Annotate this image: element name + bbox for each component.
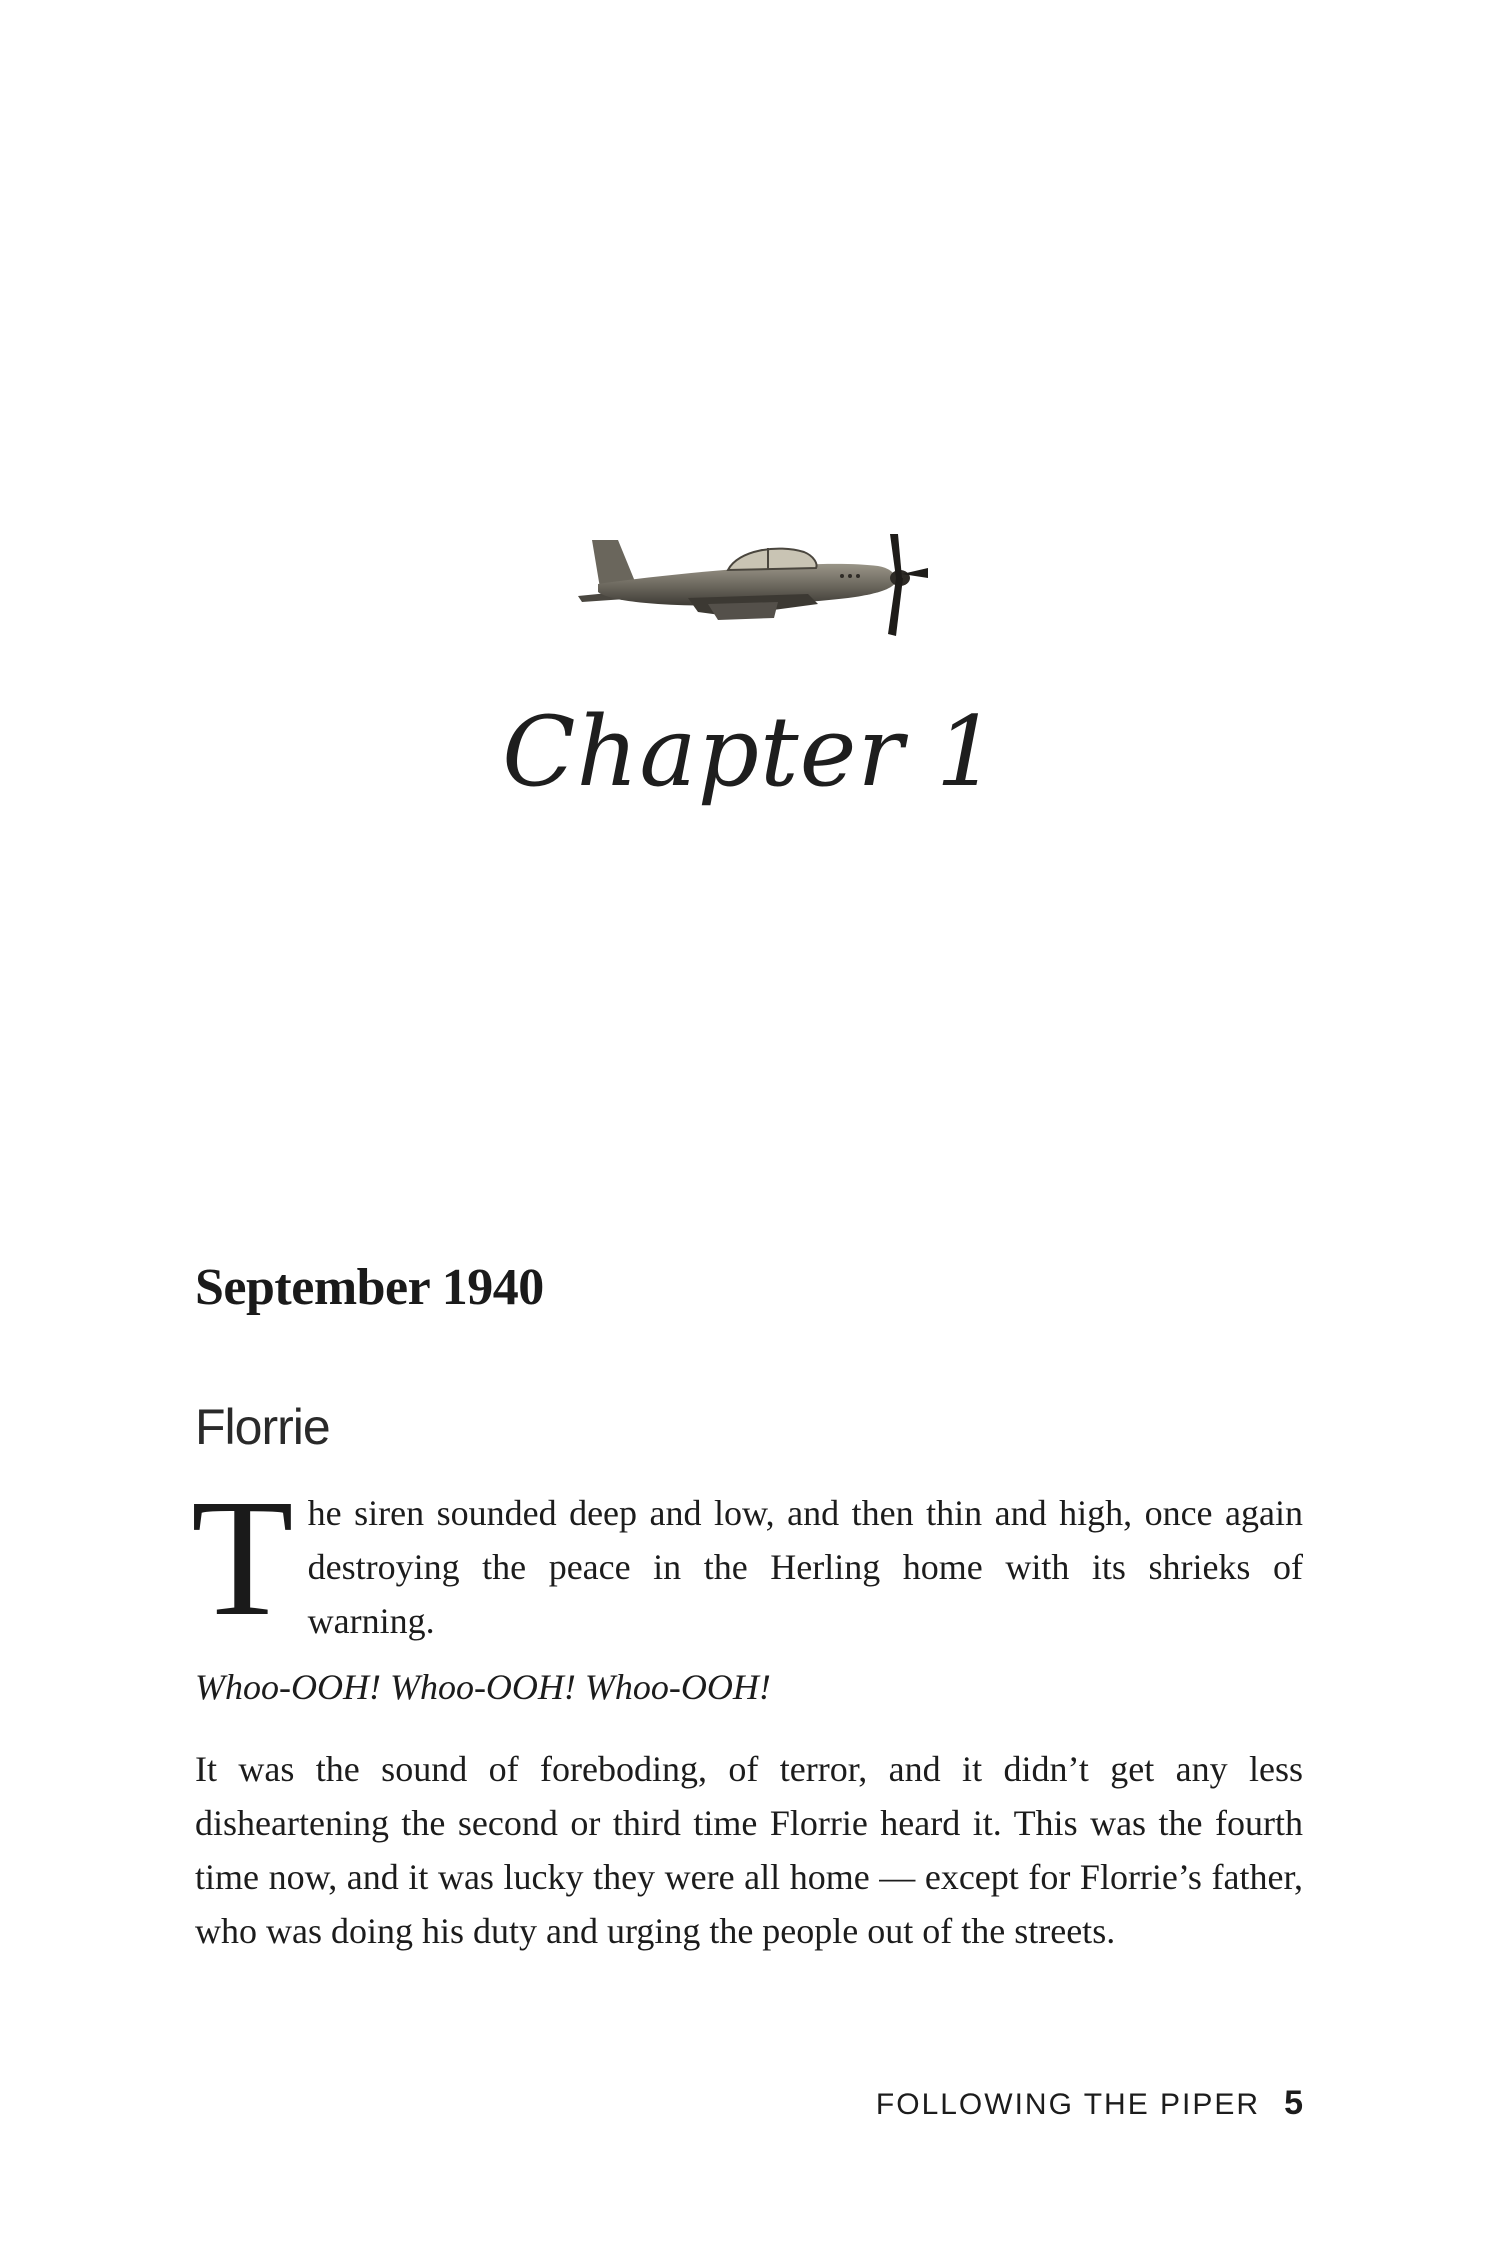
paragraph-1 xyxy=(191,1465,1303,1651)
propeller-airplane-icon xyxy=(578,532,928,642)
page-number: 5 xyxy=(1284,2084,1303,2122)
chapter-title: Chapter 1 xyxy=(502,696,998,808)
paragraph-3: It was the sound of foreboding, of terror, and it didn’t get any less disheartening the second or third time Florrie heard it. This was the fourth time now, and it was lucky they were all home — except for Florrie’s father, who was doing his duty and urging the people out of the streets. xyxy=(195,1749,1303,1951)
section-date-heading: September 1940 xyxy=(195,1259,544,1316)
paragraph-2-siren-sound: Whoo-OOH! Whoo-OOH! Whoo-OOH! xyxy=(195,1667,771,1707)
running-footer xyxy=(876,2084,1303,2123)
pov-character-heading: Florrie xyxy=(195,1399,330,1455)
footer-book-title: FOLLOWING THE PIPER xyxy=(875,2088,1261,2121)
paragraph-1-text: he siren sounded deep and low, and then thin and high, once again destroying the peace in the Herling home with its shrieks of warning. xyxy=(307,1493,1303,1641)
drop-cap: T xyxy=(191,1465,294,1651)
